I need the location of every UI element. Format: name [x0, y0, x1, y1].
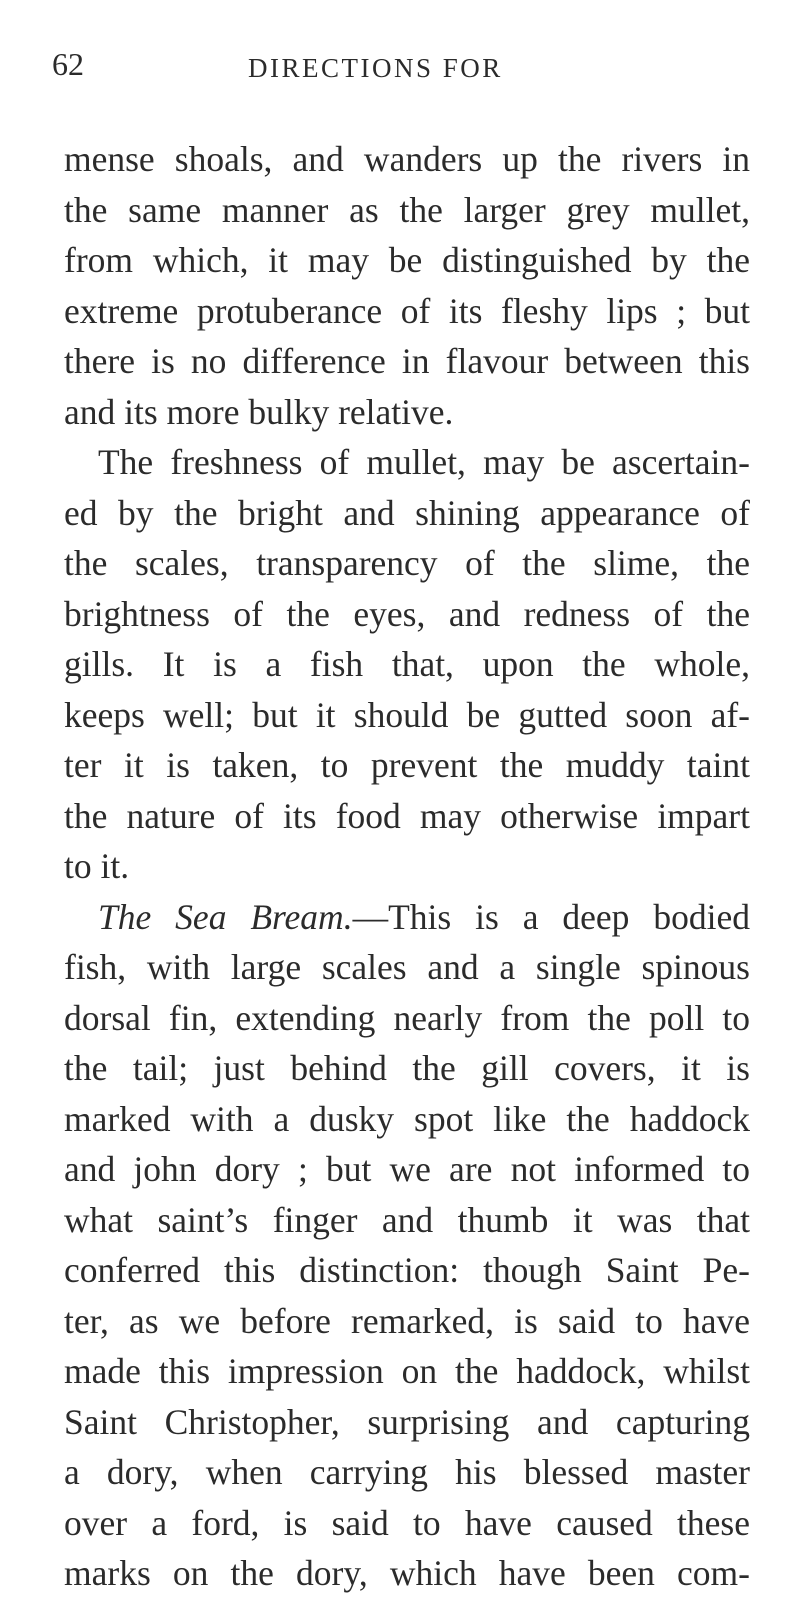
text-line: gills. It is a fish that, upon the whole,: [64, 644, 750, 684]
text-line: The freshness of mullet, may be ascertain-: [98, 442, 750, 482]
text-line: brightness of the eyes, and redness of the: [64, 593, 750, 634]
text-line-sea-bream: [64, 892, 750, 943]
text-line: mense shoals, and wanders up the rivers in: [64, 139, 750, 179]
text-line: Saint Christopher, surprising and capturing: [64, 1401, 750, 1442]
text-line: conferred this distinction: though Saint Pe-: [64, 1250, 750, 1290]
text-line: to it.: [64, 846, 130, 886]
text-line: marked with a dusky spot like the haddock: [64, 1098, 750, 1139]
text-line: marks on the dory, which have been com-: [64, 1553, 750, 1593]
text-line: and john dory ; but we are not informed to: [64, 1149, 750, 1189]
text-line: the scales, transparency of the slime, the: [64, 543, 750, 583]
text-line: extreme protuberance of its fleshy lips ; but: [64, 290, 750, 331]
text-line: ter it is taken, to prevent the muddy taint: [64, 745, 750, 785]
text-line: made this impression on the haddock, whilst: [64, 1351, 750, 1391]
text-line: the tail; just behind the gill covers, it is: [64, 1048, 750, 1088]
text-line: from which, it may be distinguished by the: [64, 240, 750, 280]
text-line: what saint’s finger and thumb it was that: [64, 1199, 750, 1240]
text-line: the same manner as the larger grey mullet,: [64, 189, 750, 230]
sea-bream-text: This is a deep bodied: [388, 896, 750, 937]
text-line: and its more bulky relative.: [64, 391, 454, 432]
text-line: keeps well; but it should be gutted soon af-: [64, 694, 750, 735]
running-head: DIRECTIONS FOR: [248, 53, 503, 83]
body-text: [64, 134, 750, 1599]
text-line: dorsal fin, extending nearly from the poll to: [64, 997, 750, 1038]
text-line: ter, as we before remarked, is said to have: [64, 1300, 750, 1341]
text-line: over a ford, is said to have caused these: [64, 1502, 750, 1543]
page-number: 62: [52, 46, 84, 82]
text-line: ed by the bright and shining appearance of: [64, 492, 750, 533]
text-line: there is no difference in flavour between this: [64, 341, 750, 381]
text-line: the nature of its food may otherwise impart: [64, 795, 750, 836]
sea-bream-dash: —: [352, 896, 389, 937]
text-line: fish, with large scales and a single spinous: [64, 947, 750, 987]
sea-bream-heading: The Sea Bream.: [98, 896, 353, 937]
text-line: a dory, when carrying his blessed master: [64, 1452, 750, 1492]
